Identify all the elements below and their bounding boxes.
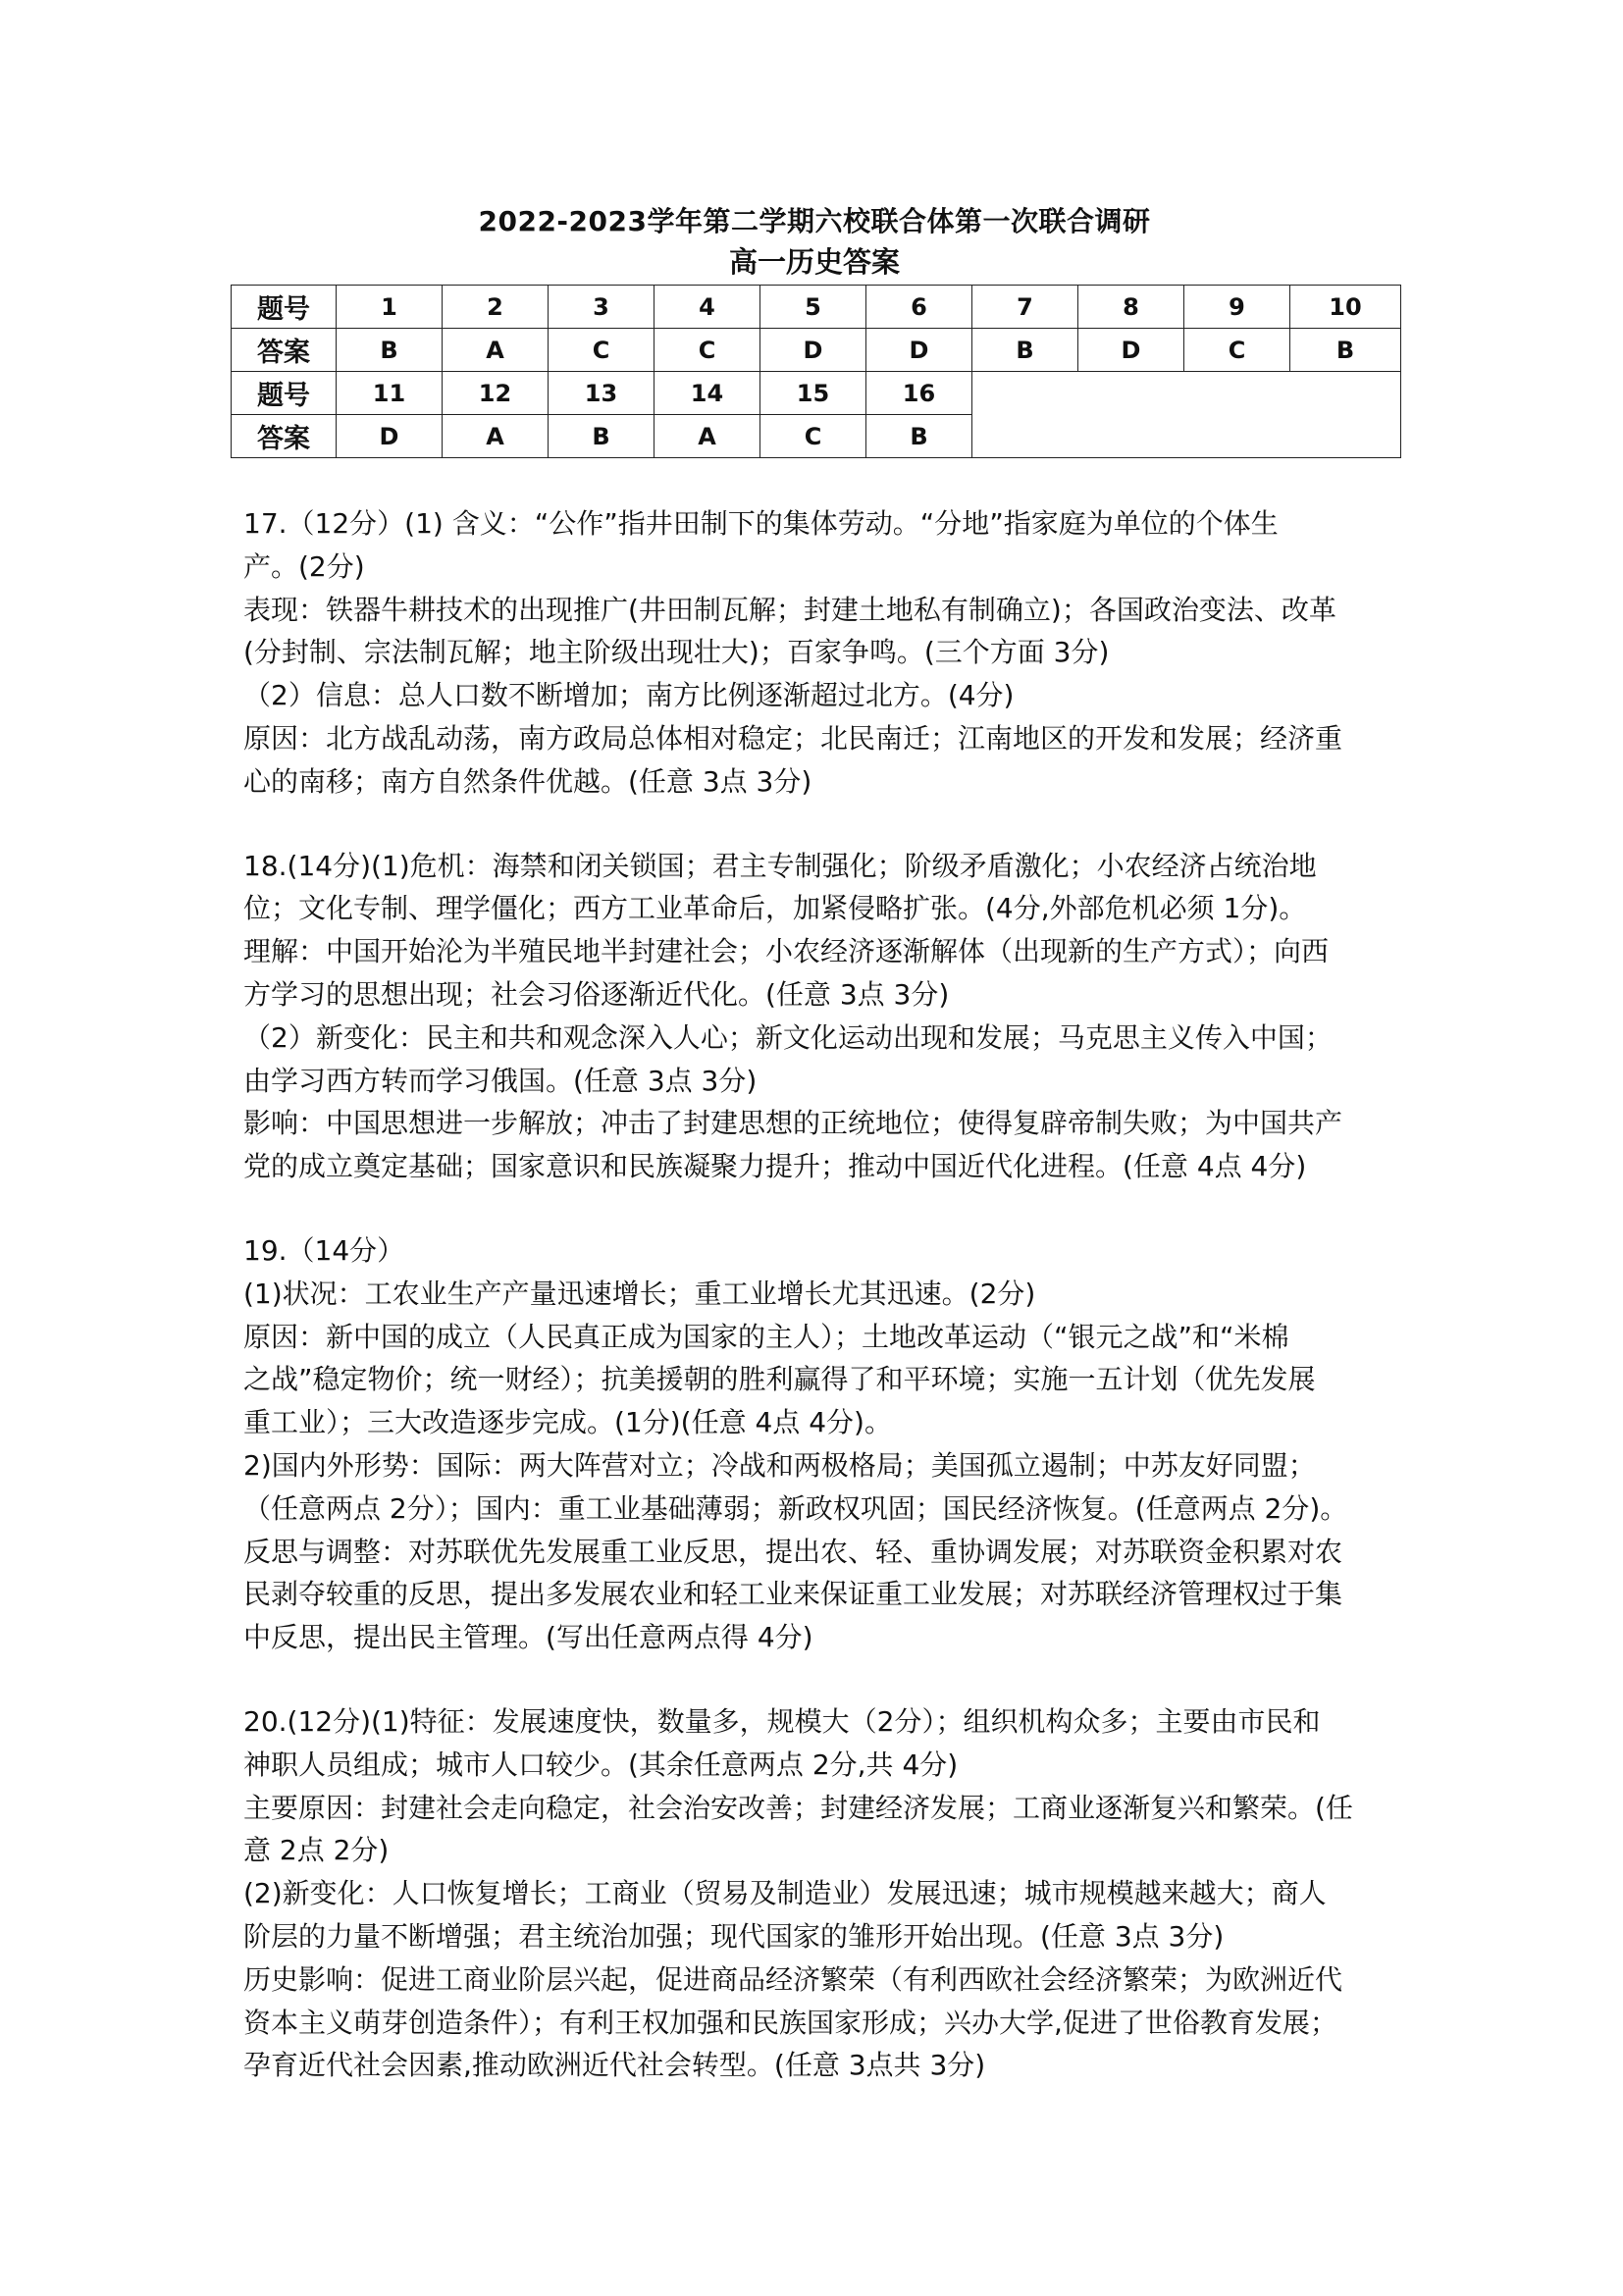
question-number: 6 (866, 286, 972, 329)
question-number: 1 (337, 286, 443, 329)
answer-line: 历史影响：促进工商业阶层兴起，促进商品经济繁荣（有利西欧社会经济繁荣；为欧洲近代 (243, 1962, 1343, 1996)
answer-cell: A (654, 415, 760, 458)
answer-line: 理解：中国开始沦为半殖民地半封建社会；小农经济逐渐解体（出现新的生产方式）；向西 (243, 935, 1330, 968)
answer-line: 神职人员组成；城市人口较少。(其余任意两点 2分,共 4分) (243, 1748, 959, 1781)
answer-cell: C (1184, 329, 1290, 372)
question-number: 12 (443, 372, 549, 415)
row-label-number: 题号 (232, 286, 337, 329)
answer-line: 原因：新中国的成立（人民真正成为国家的主人）；土地改革运动（“银元之战”和“米棉 (243, 1320, 1289, 1353)
answer-cell: B (337, 329, 443, 372)
answer-table (231, 285, 1401, 458)
answer-line: 原因：北方战乱动荡，南方政局总体相对稳定；北民南迁；江南地区的开发和发展；经济重 (243, 721, 1343, 755)
question-number: 7 (972, 286, 1078, 329)
question-20-answer (243, 1700, 1391, 2087)
question-number: 4 (654, 286, 760, 329)
answer-line: 心的南移；南方自然条件优越。(任意 3点 3分) (243, 764, 812, 798)
answer-line: 主要原因：封建社会走向稳定，社会治安改善；封建经济发展；工商业逐渐复兴和繁荣。(任 (243, 1791, 1353, 1824)
answer-line: 产。(2分) (243, 549, 365, 583)
answer-cell: C (654, 329, 760, 372)
answer-explanations (243, 502, 1391, 2087)
question-number: 16 (866, 372, 972, 415)
answer-line: (1)状况：工农业生产产量迅速增长；重工业增长尤其迅速。(2分) (243, 1277, 1036, 1310)
answer-cell: B (972, 329, 1078, 372)
table-row-answers-1 (232, 329, 1401, 372)
answer-cell: A (443, 329, 549, 372)
answer-line: 阶层的力量不断增强；君主统治加强；现代国家的雏形开始出现。(任意 3点 3分) (243, 1919, 1225, 1953)
question-number: 11 (337, 372, 443, 415)
answer-line: 18.(14分)(1)危机：海禁和闭关锁国；君主专制强化；阶级矛盾激化；小农经济占统治地 (243, 849, 1317, 882)
empty-table-area (972, 372, 1401, 458)
answer-cell: D (760, 329, 866, 372)
question-19-answer (243, 1229, 1391, 1659)
row-label-answer: 答案 (232, 415, 337, 458)
question-number: 10 (1290, 286, 1401, 329)
question-number: 9 (1184, 286, 1290, 329)
answer-cell: D (1078, 329, 1184, 372)
table-row-numbers-2 (232, 372, 1401, 415)
answer-line: （2）信息：总人口数不断增加；南方比例逐渐超过北方。(4分) (243, 679, 1015, 712)
answer-line: (2)新变化：人口恢复增长；工商业（贸易及制造业）发展迅速；城市规模越来越大；商人 (243, 1877, 1327, 1910)
answer-cell: D (337, 415, 443, 458)
answer-line: 2)国内外形势：国际：两大阵营对立；冷战和两极格局；美国孤立遏制；中苏友好同盟； (243, 1448, 1316, 1482)
answer-cell: D (866, 329, 972, 372)
answer-cell: A (443, 415, 549, 458)
question-number: 5 (760, 286, 866, 329)
answer-line: 位；文化专制、理学僵化；西方工业革命后，加紧侵略扩张。(4分,外部危机必须 1分)。 (243, 892, 1307, 925)
question-number: 15 (760, 372, 866, 415)
question-number: 2 (443, 286, 549, 329)
answer-cell: B (866, 415, 972, 458)
answer-line: 17.（12分）(1) 含义：“公作”指井田制下的集体劳动。“分地”指家庭为单位的个体生 (243, 507, 1279, 540)
answer-line: 中反思，提出民主管理。(写出任意两点得 4分) (243, 1621, 813, 1654)
table-row-numbers-1 (232, 286, 1401, 329)
answer-line: 影响：中国思想进一步解放；冲击了封建思想的正统地位；使得复辟帝制失败；为中国共产 (243, 1107, 1343, 1140)
answer-line: 方学习的思想出现；社会习俗逐渐近代化。(任意 3点 3分) (243, 977, 950, 1011)
question-number: 14 (654, 372, 760, 415)
question-number: 8 (1078, 286, 1184, 329)
answer-line: 意 2点 2分) (243, 1834, 390, 1867)
question-18-answer (243, 845, 1391, 1188)
answer-cell: B (1290, 329, 1401, 372)
answer-line: 19.（14分） (243, 1233, 405, 1267)
question-number: 13 (549, 372, 654, 415)
question-17-answer (243, 502, 1391, 804)
answer-line: 资本主义萌芽创造条件）；有利王权加强和民族国家形成；兴办大学,促进了世俗教育发展； (243, 2006, 1337, 2039)
answer-line: （任意两点 2分）；国内：重工业基础薄弱；新政权巩固；国民经济恢复。(任意两点 2分)。 (243, 1491, 1348, 1525)
answer-line: （2）新变化：民主和共和观念深入人心；新文化运动出现和发展；马克思主义传入中国； (243, 1020, 1333, 1054)
row-label-number: 题号 (232, 372, 337, 415)
answer-cell: C (760, 415, 866, 458)
answer-line: 民剥夺较重的反思，提出多发展农业和轻工业来保证重工业发展；对苏联经济管理权过于集 (243, 1578, 1343, 1611)
document-subtitle: 高一历史答案 (728, 245, 900, 279)
answer-line: 20.(12分)(1)特征：发展速度快，数量多，规模大（2分）；组织机构众多；主要由市民和 (243, 1704, 1321, 1738)
answer-line: 重工业）；三大改造逐步完成。(1分)(任意 4点 4分)。 (243, 1406, 892, 1439)
answer-line: 表现：铁器牛耕技术的出现推广(井田制瓦解；封建土地私有制确立)；各国政治变法、改革 (243, 593, 1336, 626)
answer-cell: B (549, 415, 654, 458)
answer-line: (分封制、宗法制瓦解；地主阶级出现壮大)；百家争鸣。(三个方面 3分) (243, 636, 1110, 669)
row-label-answer: 答案 (232, 329, 337, 372)
answer-line: 孕育近代社会因素,推动欧洲近代社会转型。(任意 3点共 3分) (243, 2049, 986, 2082)
answer-line: 党的成立奠定基础；国家意识和民族凝聚力提升；推动中国近代化进程。(任意 4点 4分) (243, 1150, 1307, 1183)
question-number: 3 (549, 286, 654, 329)
document-title: 2022-2023学年第二学期六校联合体第一次联合调研 (478, 205, 1151, 237)
answer-line: 反思与调整：对苏联优先发展重工业反思，提出农、轻、重协调发展；对苏联资金积累对农 (243, 1535, 1343, 1568)
answer-cell: C (549, 329, 654, 372)
answer-line: 由学习西方转而学习俄国。(任意 3点 3分) (243, 1064, 758, 1097)
answer-line: 之战”稳定物价；统一财经）；抗美援朝的胜利赢得了和平环境；实施一五计划（优先发展 (243, 1363, 1316, 1396)
